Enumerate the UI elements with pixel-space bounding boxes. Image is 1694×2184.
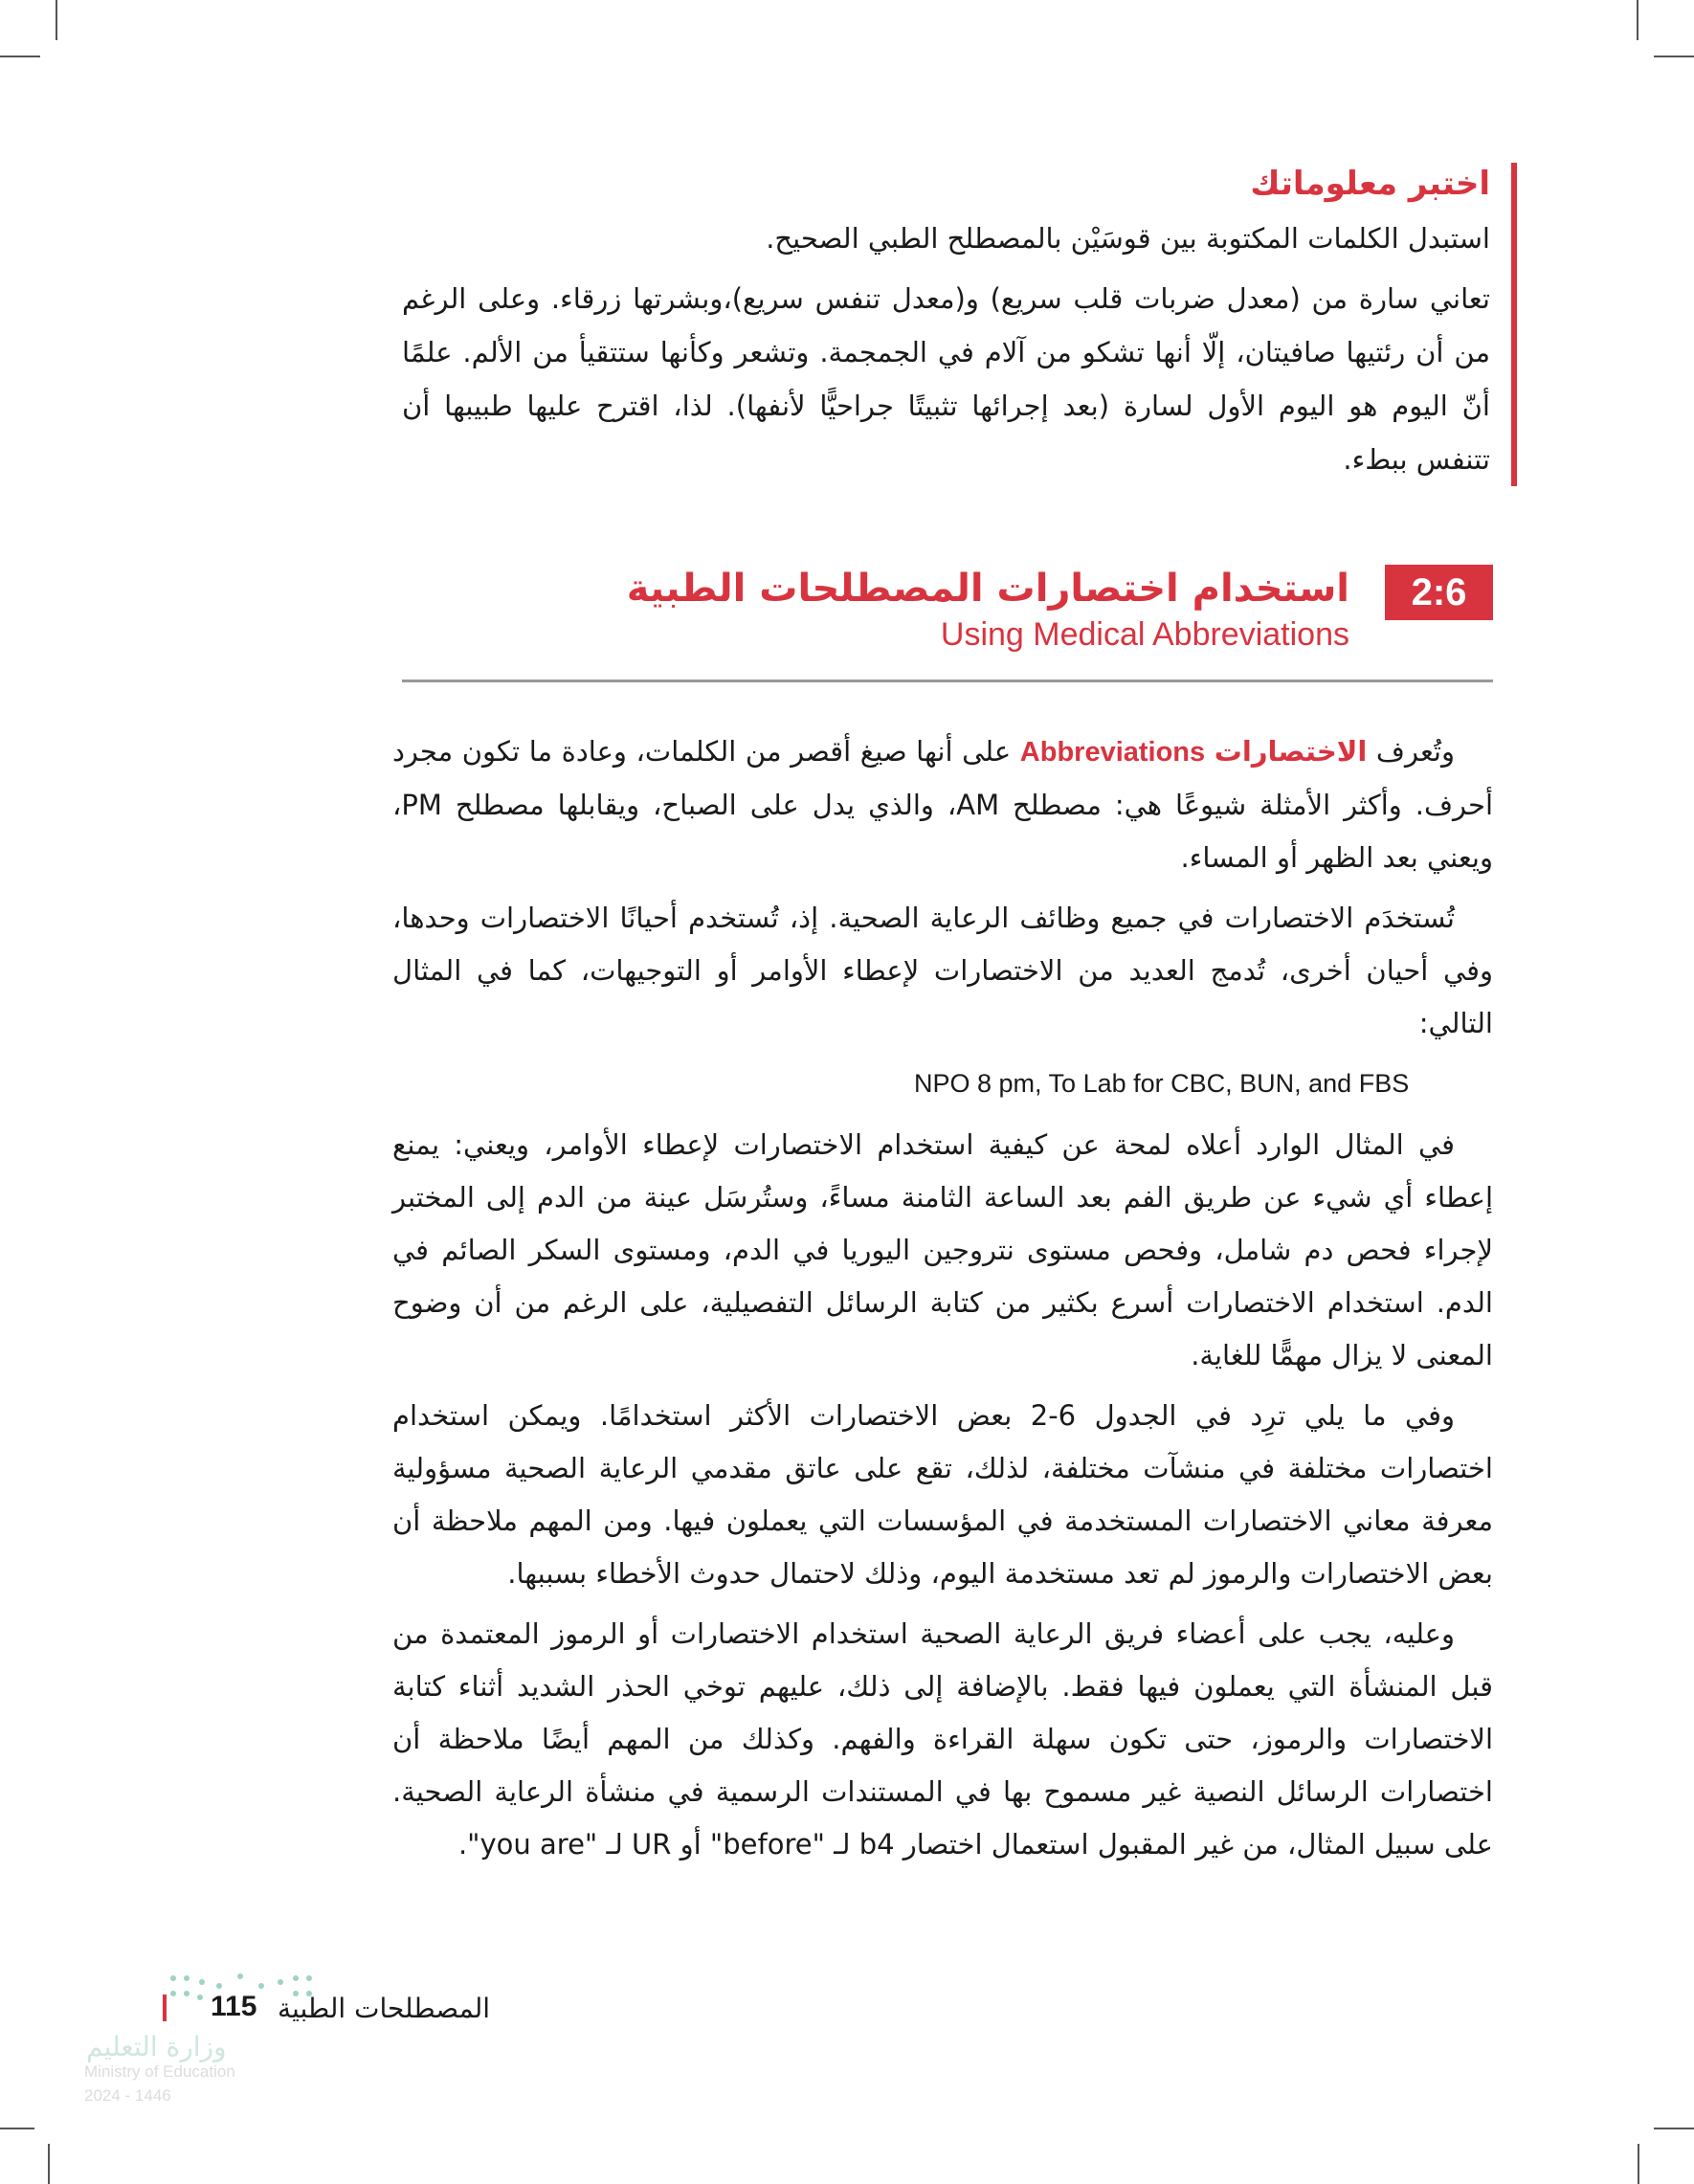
quiz-title: اختبر معلوماتك <box>1250 165 1490 203</box>
term-english: Abbreviations <box>1019 737 1206 768</box>
section-divider <box>402 680 1493 682</box>
quiz-instruction: استبدل الكلمات المكتوبة بين قوسَيْن بالمصطلح الطبي الصحيح. <box>766 222 1490 255</box>
crop-mark <box>0 56 40 57</box>
crop-mark <box>1637 0 1638 40</box>
book-title: المصطلحات الطبية <box>278 1993 491 2024</box>
crop-mark <box>56 0 57 40</box>
crop-mark <box>1654 56 1694 57</box>
quiz-body: تعاني سارة من (معدل ضربات قلب سريع) و(معدل تنفس سريع)،وبشرتها زرقاء. وعلى الرغم من أن رئتيها صافيتان، إلّا أنها تشكو من آلام في الجمجمة. وتشعر وكأنها ستتقيأ من الألم. علمًا أنّ اليوم هو اليوم الأول لسارة (بعد إجرائها تثبيتًا جراحيًّا لأنفها). لذا، اقترح عليها طبيبها أن تتنفس ببطء. <box>402 282 1490 476</box>
crop-mark <box>1654 2128 1694 2129</box>
main-content <box>392 725 1493 1879</box>
ministry-name-arabic: وزارة التعليم <box>86 2031 227 2062</box>
section-number-badge: 2:6 <box>1385 565 1493 620</box>
paragraph-explanation: في المثال الوارد أعلاه لمحة عن كيفية استخدام الاختصارات لإعطاء الأوامر، ويعني: يمنع إعطاء أي شيء عن طريق الفم بعد الساعة الثامنة مساءً، وستُرسَل عينة من الدم إلى المختبر لإجراء فحص دم شامل، وفحص مستوى نتروجين اليوريا في الدم، ومستوى السكر الصائم في الدم. استخدام الاختصارات أسرع بكثير من كتابة الرسائل التفصيلية، على الرغم من أن وضوح المعنى لا يزال مهمًّا للغاية. <box>392 1128 1493 1371</box>
term-arabic: الاختصارات <box>1214 735 1368 768</box>
crop-mark <box>1638 2144 1639 2184</box>
footer-accent-bar <box>163 1995 167 2021</box>
ministry-name-english: Ministry of Education <box>84 2062 235 2081</box>
text: وتُعرف <box>1367 735 1456 768</box>
text: على أنها صيغ أقصر من الكلمات، وعادة ما تكون مجرد أحرف. وأكثر الأمثلة شيوعًا هي: مصطلح AM، والذي يدل على الصباح، ويقابلها مصطلح PM، ويعني بعد الظهر أو المساء. <box>392 735 1494 874</box>
section-title-arabic: استخدام اختصارات المصطلحات الطبية <box>626 567 1349 611</box>
page-number: 115 <box>211 1991 257 2022</box>
paragraph-table-reference: وفي ما يلي ترِد في الجدول 6-2 بعض الاختصارات الأكثر استخدامًا. ويمكن استخدام اختصارات مختلفة في منشآت مختلفة، لذلك، تقع على عاتق مقدمي الرعاية الصحية مسؤولية معرفة معاني الاختصارات المستخدمة في المؤسسات التي يعملون فيها. ومن المهم ملاحظة أن بعض الاختصارات والرموز لم تعد مستخدمة اليوم، وذلك لاحتمال حدوث الأخطاء بسببها. <box>392 1399 1493 1590</box>
crop-mark <box>0 2128 34 2129</box>
paragraph-guidelines: وعليه، يجب على أعضاء فريق الرعاية الصحية استخدام الاختصارات أو الرموز المعتمدة من قبل المنشأة التي يعملون فيها فقط. بالإضافة إلى ذلك، عليهم توخي الحذر الشديد أثناء كتابة الاختصارات والرموز، حتى تكون سهلة القراءة والفهم. وكذلك من المهم أيضًا ملاحظة أن اختصارات الرسائل النصية غير مسموح بها في المستندات الرسمية في منشأة الرعاية الصحية. على سبيل المثال، من غير المقبول استعمال اختصار b4 لـ "before" أو UR لـ "you are". <box>392 1617 1493 1861</box>
paragraph-usage: تُستخدَم الاختصارات في جميع وظائف الرعاية الصحية. إذ، تُستخدم أحيانًا الاختصارات وحدها، وفي أحيان أخرى، تُدمج العديد من الاختصارات لإعطاء الأوامر أو التوجيهات، كما في المثال التالي: <box>392 902 1493 1039</box>
quiz-box <box>402 163 1517 486</box>
paragraph-definition <box>392 725 1493 884</box>
section-title-english: Using Medical Abbreviations <box>940 616 1349 653</box>
crop-mark <box>48 2144 50 2184</box>
abbreviation-example: NPO 8 pm, To Lab for CBC, BUN, and FBS <box>914 1069 1410 1098</box>
edition-year: 2024 - 1446 <box>84 2086 171 2105</box>
